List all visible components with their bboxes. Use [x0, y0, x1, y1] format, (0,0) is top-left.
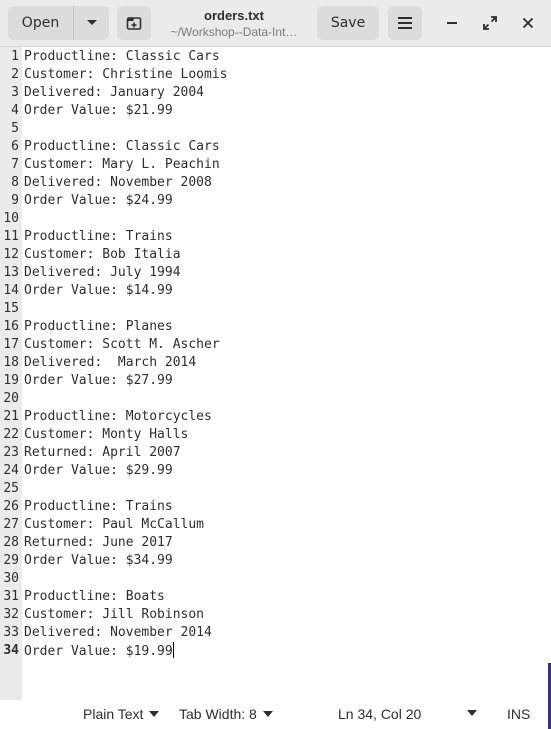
header-bar	[0, 0, 551, 47]
line-number: 11	[3, 229, 19, 244]
line-number: 8	[11, 175, 19, 190]
line-number: 6	[11, 139, 19, 154]
text-line[interactable]: Order Value: $19.99	[24, 644, 173, 659]
line-number: 2	[11, 67, 19, 82]
line-number: 15	[3, 301, 19, 316]
text-line[interactable]: Customer: Jill Robinson	[24, 607, 205, 622]
minimize-icon	[446, 17, 458, 29]
document-title: orders.txt	[204, 8, 264, 23]
line-number: 18	[3, 355, 19, 370]
chevron-down-icon	[467, 710, 477, 716]
language-selector[interactable]	[83, 706, 159, 722]
line-number: 5	[11, 121, 19, 136]
line-number: 13	[3, 265, 19, 280]
text-line[interactable]: Order Value: $24.99	[24, 193, 173, 208]
line-number: 33	[3, 625, 19, 640]
main-menu-button[interactable]	[388, 6, 422, 40]
window-title-area	[160, 7, 308, 40]
line-number: 1	[11, 49, 19, 64]
line-number: 9	[11, 193, 19, 208]
text-line[interactable]: Order Value: $21.99	[24, 103, 173, 118]
new-tab-icon	[126, 15, 142, 31]
line-number: 28	[3, 535, 19, 550]
tab-width-label: Tab Width: 8	[179, 706, 257, 722]
text-line[interactable]: Customer: Scott M. Ascher	[24, 337, 220, 352]
text-line[interactable]: Delivered: January 2004	[24, 85, 205, 100]
maximize-icon	[483, 16, 497, 30]
minimize-button[interactable]	[439, 10, 465, 36]
line-number-gutter	[0, 47, 22, 700]
tab-width-selector[interactable]	[179, 706, 273, 722]
text-line[interactable]: Returned: April 2007	[24, 445, 181, 460]
text-line[interactable]: Customer: Paul McCallum	[24, 517, 205, 532]
text-line[interactable]: Order Value: $34.99	[24, 553, 173, 568]
save-button[interactable]: Save	[317, 6, 379, 40]
text-cursor	[173, 642, 174, 658]
insert-mode-indicator[interactable]	[507, 706, 530, 722]
document-path: ~/Workshop--Data-Int…	[170, 25, 298, 39]
line-number: 10	[3, 211, 19, 226]
chevron-down-icon	[263, 711, 273, 717]
line-number: 25	[3, 481, 19, 496]
text-line[interactable]: Productline: Classic Cars	[24, 139, 220, 154]
line-number: 26	[3, 499, 19, 514]
text-line[interactable]: Order Value: $14.99	[24, 283, 173, 298]
text-line[interactable]: Returned: June 2017	[24, 535, 173, 550]
open-button[interactable]: Open	[21, 15, 60, 31]
close-icon	[522, 17, 534, 29]
text-line[interactable]: Productline: Trains	[24, 499, 173, 514]
text-line[interactable]: Productline: Classic Cars	[24, 49, 220, 64]
close-button[interactable]	[515, 10, 541, 36]
text-line[interactable]: Delivered: March 2014	[24, 355, 197, 370]
hamburger-menu-icon	[398, 17, 412, 29]
line-number: 31	[3, 589, 19, 604]
text-line[interactable]: Customer: Monty Halls	[24, 427, 189, 442]
text-line[interactable]: Productline: Motorcycles	[24, 409, 212, 424]
text-line[interactable]: Customer: Mary L. Peachin	[24, 157, 220, 172]
text-line[interactable]: Customer: Bob Italia	[24, 247, 181, 262]
cursor-position-dropdown[interactable]	[461, 710, 477, 716]
line-number: 22	[3, 427, 19, 442]
chevron-down-icon	[86, 19, 98, 27]
new-tab-button[interactable]	[117, 6, 151, 40]
text-line[interactable]: Productline: Trains	[24, 229, 173, 244]
text-line[interactable]: Order Value: $27.99	[24, 373, 173, 388]
text-line[interactable]: Delivered: November 2008	[24, 175, 212, 190]
line-number: 12	[3, 247, 19, 262]
text-line[interactable]: Delivered: July 1994	[24, 265, 181, 280]
line-number: 24	[3, 463, 19, 478]
line-number: 21	[3, 409, 19, 424]
cursor-position[interactable]	[338, 706, 421, 722]
line-number: 34	[3, 643, 19, 658]
cursor-position-label: Ln 34, Col 20	[338, 706, 422, 722]
line-number: 20	[3, 391, 19, 406]
text-line[interactable]: Order Value: $29.99	[24, 463, 173, 478]
text-line[interactable]: Delivered: November 2014	[24, 625, 212, 640]
insert-mode-label: INS	[507, 706, 531, 722]
text-line[interactable]: Customer: Christine Loomis	[24, 67, 228, 82]
line-number: 17	[3, 337, 19, 352]
line-number: 14	[3, 283, 19, 298]
line-number: 30	[3, 571, 19, 586]
text-line[interactable]: Productline: Planes	[24, 319, 173, 334]
line-number: 4	[11, 103, 19, 118]
line-number: 16	[3, 319, 19, 334]
line-number: 7	[11, 157, 19, 172]
chevron-down-icon	[149, 711, 159, 717]
line-number: 27	[3, 517, 19, 532]
text-editor-area[interactable]	[0, 47, 551, 700]
status-bar	[0, 700, 548, 729]
line-number: 32	[3, 607, 19, 622]
line-number: 3	[11, 85, 19, 100]
maximize-button[interactable]	[477, 10, 503, 36]
language-label: Plain Text	[83, 706, 144, 722]
open-dropdown-button[interactable]	[74, 6, 109, 40]
text-line[interactable]: Productline: Boats	[24, 589, 165, 604]
open-button-group	[8, 6, 109, 40]
line-number: 19	[3, 373, 19, 388]
line-number: 29	[3, 553, 19, 568]
line-number: 23	[3, 445, 19, 460]
